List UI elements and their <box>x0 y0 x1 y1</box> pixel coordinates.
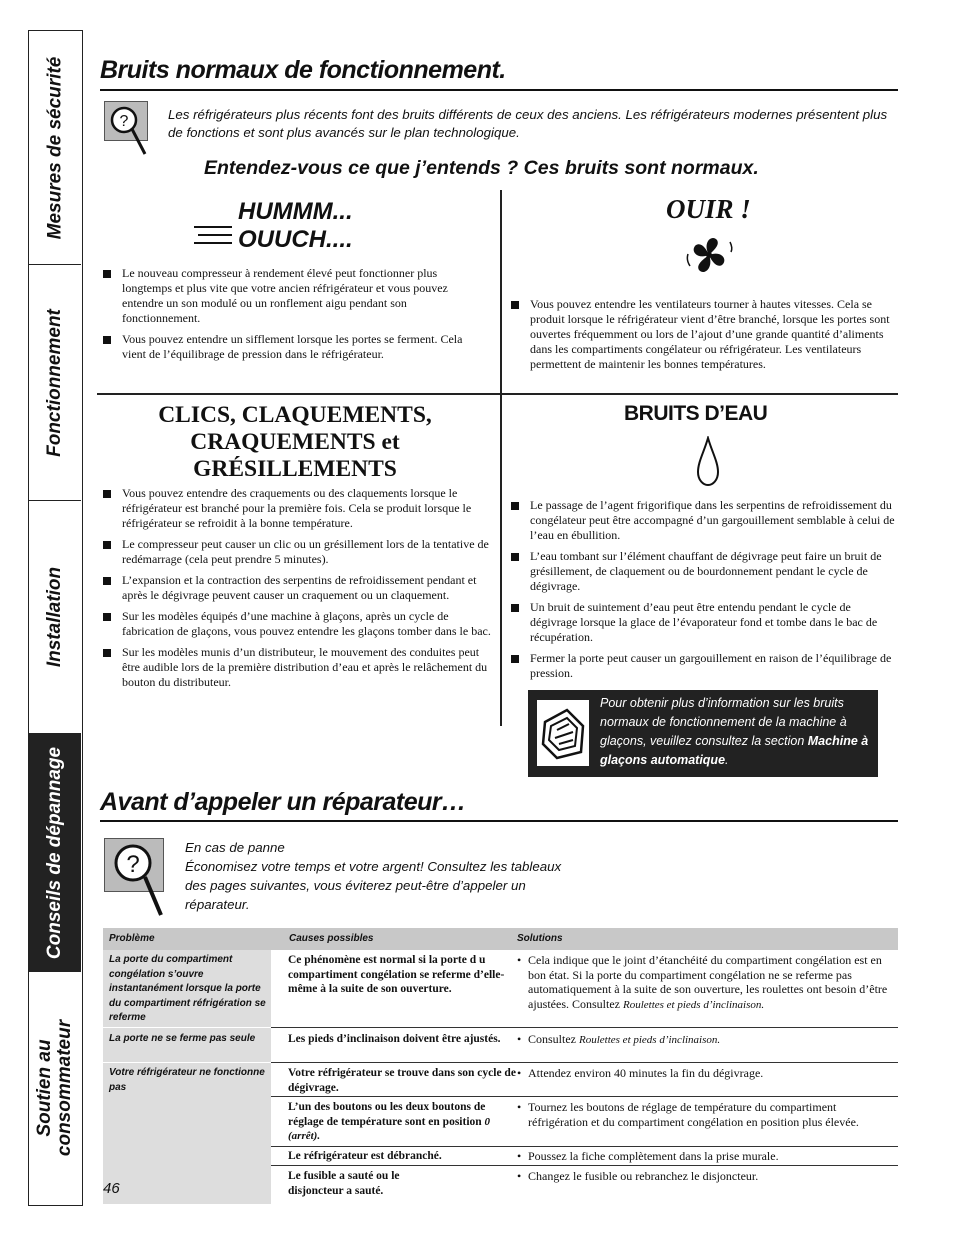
panne-body: Économisez votre temps et votre argent! Consultez les tableaux des pages suivantes, vous éviterez peut-être d’appeler un réparateur. <box>185 859 562 912</box>
row-divider <box>271 1096 898 1097</box>
hummm-title-line2: OUUCH.... <box>238 226 353 253</box>
title-rule <box>100 89 898 91</box>
ouir-bullets <box>510 297 895 378</box>
table-row-cause: Votre réfrigérateur se trouve dans son cycle de dégivrage. <box>288 1067 516 1094</box>
table-row-solution <box>516 953 898 1012</box>
hummm-title-line1: HUMMM... <box>238 198 353 225</box>
row-divider <box>271 1062 898 1063</box>
table-row-cause: Ce phénomène est normal si la porte d u compartiment congélation se referme d’elle-même à la suite de son ouverture. <box>288 954 505 995</box>
question-magnifier-icon <box>104 101 148 141</box>
list-item: Vous pouvez entendre les ventilateurs tourner à hautes vitesses. Cela se produit lorsque le réfrigérateur vient d’être branché, lorsque les portes sont ouvertes fréquemment ou lors de l’ajout d’une grande quantité d’aliments dans les compartiments congélateur ou réfrigérateur. Les ventilateurs permettent de maintenir les bonnes températures. <box>510 297 895 372</box>
table-row-solution: • Changez le fusible ou rebranchez le disjoncteur. <box>516 1169 898 1184</box>
header-causes: Causes possibles <box>289 933 374 944</box>
panne-text <box>185 838 565 914</box>
info-end: . <box>725 753 729 767</box>
table-row-solution: • Attendez environ 40 minutes la fin du dégivrage. <box>516 1066 898 1081</box>
tab-label-line1: Soutien au <box>34 1039 56 1137</box>
clics-bullets <box>102 486 492 696</box>
tab-label <box>35 1020 75 1156</box>
list-item: Le nouveau compresseur à rendement élevé peut fonctionner plus longtemps et plus vite que votre ancien réfrigérateur et vous pouvez entendre un son modulé ou un ronflement aigu pendant son fonctionnement. <box>102 266 482 326</box>
table-row-solution: • Poussez la fiche complètement dans la prise murale. <box>516 1149 898 1164</box>
list-item: Fermer la porte peut causer un gargouillement en raison de l’équilibrage de pression. <box>510 651 895 681</box>
solution-ref: Roulettes et pieds d’inclinaison. <box>622 998 765 1011</box>
question-magnifier-icon <box>104 838 164 892</box>
header-solutions: Solutions <box>517 933 563 944</box>
svg-text:?: ? <box>126 851 140 878</box>
water-drop-icon <box>694 436 722 488</box>
tab-label: Mesures de sécurité <box>44 56 66 239</box>
table-row-solution: • Tournez les boutons de réglage de température du compartiment réfrigération et du compartiment congélation en position plus élevée. <box>516 1100 898 1129</box>
ice-maker-icon <box>537 700 589 766</box>
solution-text: Consultez <box>528 1032 576 1046</box>
table-header <box>103 928 898 950</box>
tab-mesures-securite[interactable] <box>29 31 81 265</box>
clics-title-line3: GRÉSILLEMENTS <box>193 456 397 482</box>
row-divider-problem <box>103 1062 271 1063</box>
fan-icon <box>684 232 734 278</box>
table-row-problem: Votre réfrigérateur ne fonctionne pas <box>109 1067 265 1093</box>
eau-title: BRUITS D’EAU <box>624 402 768 425</box>
header-problem: Problème <box>109 933 155 944</box>
clics-title <box>100 402 490 483</box>
tab-label: Installation <box>44 566 66 668</box>
ice-maker-info-box <box>528 690 878 777</box>
table-row-problem: La porte ne se ferme pas seule <box>109 1033 256 1044</box>
side-tabs <box>28 30 83 1206</box>
info-link-machine-glacons[interactable]: Machine à glaçons automatique <box>600 734 869 767</box>
table-row-cause: Les pieds d’inclinaison doivent être ajustés. <box>288 1033 501 1045</box>
divider-horizontal <box>97 393 898 395</box>
svg-text:?: ? <box>119 113 129 130</box>
tab-label-line2: consommateur <box>54 1019 76 1157</box>
tab-label: Conseils de dépannage <box>44 746 66 959</box>
hummm-bullets <box>102 266 482 368</box>
title-rule <box>100 820 898 822</box>
ice-maker-info-text <box>600 694 870 770</box>
tab-conseils-depannage[interactable] <box>29 734 81 972</box>
hummm-title <box>238 198 353 254</box>
row-divider <box>271 1146 898 1147</box>
list-item: Sur les modèles munis d’un distributeur, le mouvement des conduites peut être audible lors de la première distribution d’eau et après le relâchement du bouton du distributeur. <box>102 645 492 690</box>
section-title-avant-appeler: Avant d’appeler un réparateur… <box>100 788 466 816</box>
panne-heading: En cas de panne <box>185 840 285 855</box>
info-text: Pour obtenir plus d’information sur les bruits normaux de fonctionnement de la machine à glaçons, veuillez consultez la section <box>600 696 847 748</box>
solution-ref: Roulettes et pieds d’inclinaison. <box>579 1034 721 1046</box>
list-item: Un bruit de suintement d’eau peut être entendu pendant le cycle de dégivrage lorsque la glace de l’évaporateur fond et tombe dans le bac de récupération. <box>510 600 895 645</box>
solution-text: Cela indique que le joint d’étanchéité du compartiment congélation est en bon état. Si la porte du compartiment congélation ne se referme pas automatiquement à la suite de son ouverture, les roulettes ont besoin d’être ajustées. Consultez <box>528 953 888 1011</box>
cause-ref: 0 (arrêt). <box>288 1115 491 1142</box>
list-item: Le compresseur peut causer un clic ou un grésillement lors de la tentative de redémarrage (cela peut prendre 5 minutes). <box>102 537 492 567</box>
tagline: Entendez-vous ce que j’entends ? Ces bruits sont normaux. <box>204 157 759 179</box>
table-row-cause <box>288 1100 518 1144</box>
list-item: Vous pouvez entendre des craquements ou des claquements lorsque le réfrigérateur est branché pour la première fois. Cela se produit lorsque le réfrigérateur se refroidit à la bonne température. <box>102 486 492 531</box>
tab-label: Fonctionnement <box>44 308 65 457</box>
clics-title-line2: CRAQUEMENTS et <box>190 429 400 455</box>
eau-bullets <box>510 498 895 687</box>
table-row-solution <box>516 1032 898 1048</box>
tab-installation[interactable] <box>29 501 81 734</box>
intro-text: Les réfrigérateurs plus récents font des bruits différents de ceux des anciens. Les réfrigérateurs modernes présentent plus de fonctions et sont plus avancés sur le plan technologique. <box>168 107 888 140</box>
list-item: L’expansion et la contraction des serpentins de refroidissement pendant et après le dégivrage peuvent causer un craquement ou un claquement. <box>102 573 492 603</box>
table-row-cause: Le réfrigérateur est débranché. <box>288 1150 442 1162</box>
section-title-bruits: Bruits normaux de fonctionnement. <box>100 56 506 84</box>
cause-text: L’un des boutons ou les deux boutons de réglage de température sont en position <box>288 1101 486 1128</box>
list-item: Vous pouvez entendre un sifflement lorsque les portes se ferment. Cela vient de l’équilibrage de pression dans le réfrigérateur. <box>102 332 482 362</box>
tab-soutien-consommateur[interactable] <box>29 972 81 1204</box>
list-item: L’eau tombant sur l’élément chauffant de dégivrage peut faire un bruit de grésillement, de claquement ou de bourdonnement pendant le cycle de dégivrage. <box>510 549 895 594</box>
row-divider <box>271 1027 898 1028</box>
list-item: Sur les modèles équipés d’une machine à glaçons, après un cycle de fabrication de glaçons, vous pouvez entendre les glaçons tomber dans le bac. <box>102 609 492 639</box>
table-row-cause: Le fusible a sauté ou le disjoncteur a sauté. <box>288 1170 400 1197</box>
row-divider <box>271 1165 898 1166</box>
ouir-title: OUIR ! <box>666 194 751 224</box>
divider-vertical-bottom <box>500 394 502 726</box>
divider-vertical-top <box>500 190 502 393</box>
list-item: Le passage de l’agent frigorifique dans les serpentins de refroidissement du congélateur peut être accompagné d’un gargouillement semblable à celui de l’eau en ébullition. <box>510 498 895 543</box>
row-divider-problem <box>103 1027 271 1028</box>
table-row-problem: La porte du compartiment congélation s’ouvre instantanément lorsque la porte du compartiment réfrigération se referme <box>109 954 266 1023</box>
clics-title-line1: CLICS, CLAQUEMENTS, <box>158 402 432 428</box>
tab-fonctionnement[interactable] <box>29 265 81 501</box>
page-number: 46 <box>103 1180 120 1197</box>
